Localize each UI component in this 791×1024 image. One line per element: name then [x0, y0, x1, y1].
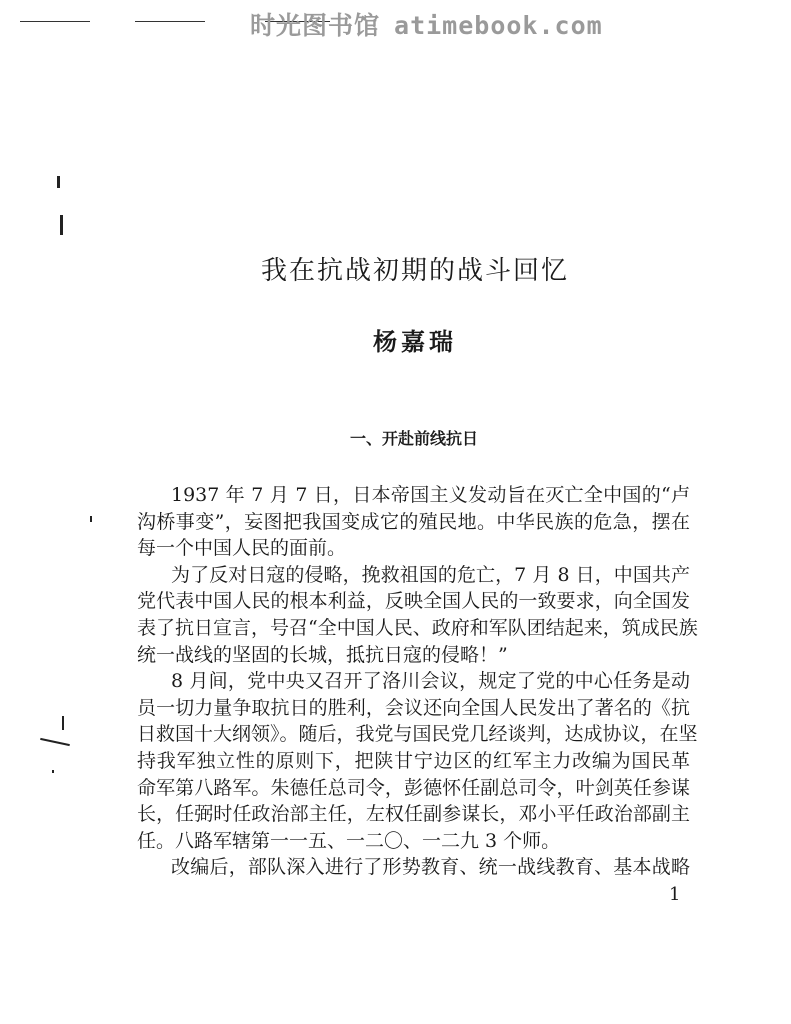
- text-line: 统一战线的坚固的长城，抵抗日寇的侵略！”: [137, 643, 508, 666]
- header-rule: [20, 21, 90, 22]
- scan-speck: [52, 770, 54, 773]
- watermark-name: 时光图书馆: [250, 11, 381, 40]
- text-line: 持我军独立性的原则下，把陕甘宁边区的红军主力改编为国民革: [137, 749, 690, 772]
- text-line: 日救国十大纲领》。随后，我党与国民党几经谈判，达成协议，在坚: [137, 723, 698, 746]
- watermark-url: atimebook.com: [394, 11, 603, 40]
- scan-speck: [60, 215, 63, 235]
- text-line: 8 月间，党中央又召开了洛川会议，规定了党的中心任务是动: [171, 670, 690, 693]
- text-line: 长，任弼时任政治部主任，左权任副参谋长，邓小平任政治部副主: [137, 803, 690, 826]
- text-line: 党代表中国人民的根本利益，反映全国人民的一致要求，向全国发: [137, 590, 690, 613]
- text-line: 改编后，部队深入进行了形势教育、统一战线教育、基本战略: [171, 856, 690, 879]
- watermark: [250, 6, 603, 42]
- page-number: 1: [669, 884, 681, 905]
- article-title: 我在抗战初期的战斗回忆: [260, 256, 569, 286]
- text-line: 每一个中国人民的面前。: [137, 537, 347, 560]
- text-line: 命军第八路军。朱德任总司令，彭德怀任副总司令，叶剑英任参谋: [137, 776, 690, 799]
- body-text: [137, 482, 698, 881]
- scan-speck: [40, 738, 70, 746]
- text-line: 任。八路军辖第一一五、一二〇、一二九 3 个师。: [137, 829, 561, 852]
- text-line: 沟桥事变”，妄图把我国变成它的殖民地。中华民族的危急，摆在: [137, 510, 690, 533]
- scan-speck: [62, 716, 64, 730]
- text-line: 表了抗日宣言，号召“全中国人民、政府和军队团结起来，筑成民族: [137, 616, 698, 639]
- article-author: 杨嘉瑞: [373, 327, 457, 356]
- text-line: 为了反对日寇的侵略，挽救祖国的危亡，7 月 8 日，中国共产: [171, 563, 690, 586]
- header-rule: [135, 21, 205, 22]
- scan-speck: [57, 176, 60, 188]
- section-heading: 一、开赴前线抗日: [349, 429, 478, 448]
- scan-speck: [90, 516, 92, 522]
- text-line: 1937 年 7 月 7 日，日本帝国主义发动旨在灭亡全中国的“卢: [171, 484, 690, 506]
- text-line: 员一切力量争取抗日的胜利，会议还向全国人民发出了著名的《抗: [137, 696, 690, 719]
